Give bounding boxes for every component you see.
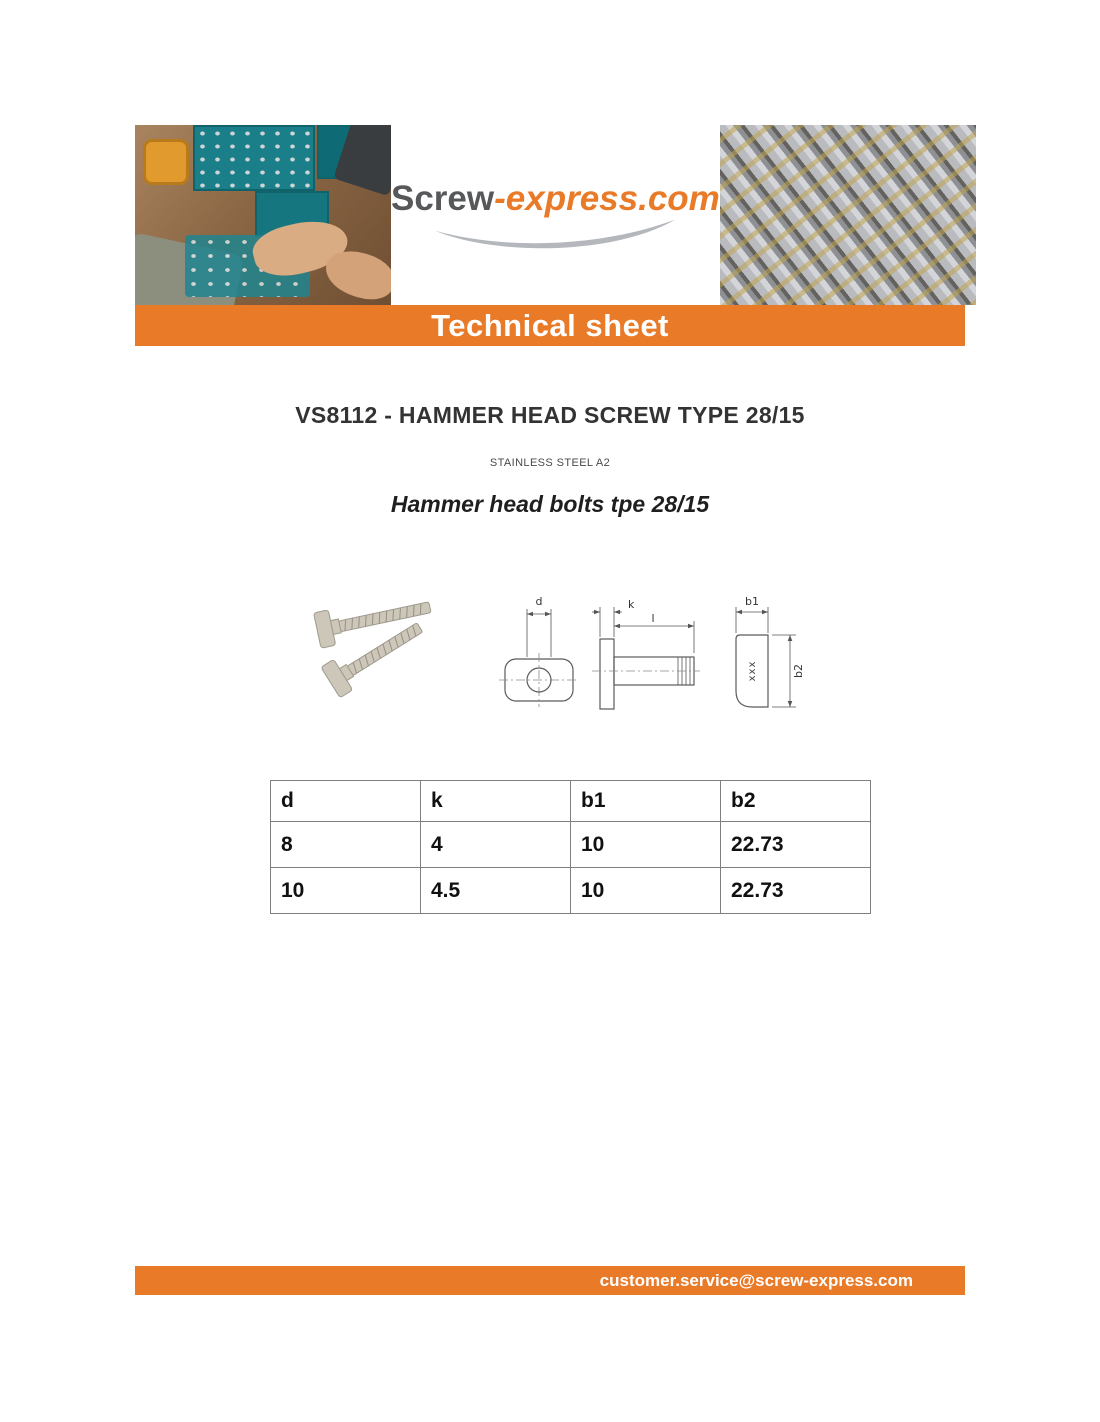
screws-photo: [720, 125, 976, 305]
dim-label-b2: b2: [792, 664, 805, 678]
table-row: [271, 868, 871, 914]
column-header-d: d: [271, 781, 421, 822]
logo-swoosh: [410, 218, 700, 250]
column-header-k: k: [421, 781, 571, 822]
side-view-diagram: [590, 593, 702, 715]
organizer-box: [193, 125, 315, 191]
footer-bar: [135, 1266, 965, 1295]
logo-text-screw: Screw: [391, 178, 495, 218]
table-row: [271, 822, 871, 868]
logo-area: [391, 125, 720, 305]
tape-measure: [143, 139, 189, 185]
material-subtitle: STAINLESS STEEL A2: [489, 457, 611, 469]
table-cell: 10: [571, 822, 721, 868]
column-header-b2: b2: [721, 781, 871, 822]
dim-label-b1: b1: [745, 595, 759, 608]
table-cell: 22.73: [721, 822, 871, 868]
head-profile-diagram: [726, 593, 812, 715]
column-header-b1: b1: [571, 781, 721, 822]
head-marking-label: xxx: [747, 660, 758, 682]
header-banner: [135, 125, 965, 305]
table-cell: 4: [421, 822, 571, 868]
logo-text-express: -express.com: [494, 178, 720, 218]
dim-label-k: k: [628, 598, 635, 611]
dimensions-table: [270, 780, 871, 914]
table-header-row: [271, 781, 871, 822]
technical-sheet-title: Technical sheet: [431, 307, 669, 343]
dim-label-l: l: [651, 612, 655, 625]
product-heading: Hammer head bolts tpe 28/15: [390, 491, 710, 517]
product-photo: [296, 573, 464, 711]
dim-label-d: d: [535, 595, 543, 608]
brand-logo: [391, 178, 720, 218]
table-cell: 10: [571, 868, 721, 914]
table-cell: 10: [271, 868, 421, 914]
technical-sheet-banner: [135, 305, 965, 346]
table-cell: 8: [271, 822, 421, 868]
table-cell: 22.73: [721, 868, 871, 914]
table-cell: 4.5: [421, 868, 571, 914]
tools-photo: [135, 125, 391, 305]
front-view-diagram: [498, 593, 580, 715]
page-title: VS8112 - HAMMER HEAD SCREW TYPE 28/15: [295, 402, 805, 428]
customer-service-email: customer.service@screw-express.com: [599, 1270, 913, 1290]
